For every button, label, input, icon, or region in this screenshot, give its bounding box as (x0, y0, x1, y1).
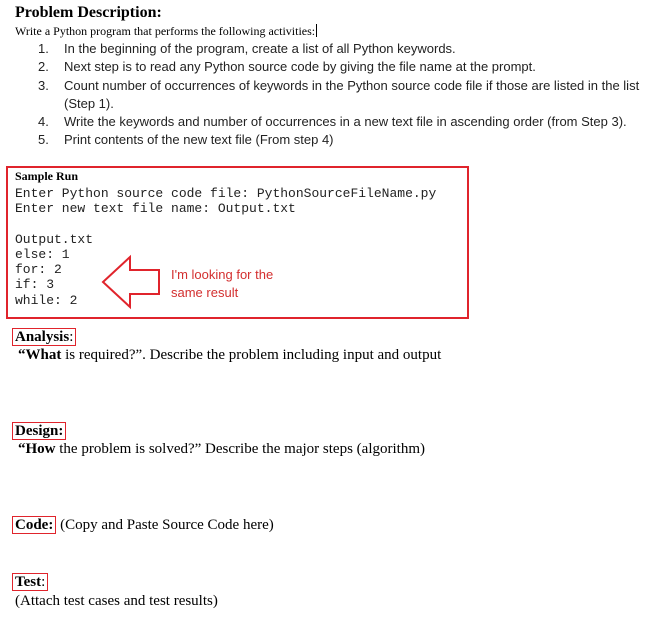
sample-line: Enter new text file name: Output.txt (15, 201, 296, 216)
analysis-heading (12, 328, 76, 346)
step-text: Next step is to read any Python source code by giving the file name at the prompt. (64, 59, 536, 75)
analysis-desc-bold: “What (18, 347, 62, 363)
sample-run-label: Sample Run (15, 169, 79, 183)
step-number: 3. (38, 77, 49, 93)
annotation-note (171, 266, 273, 302)
step-number: 5. (38, 132, 49, 148)
test-description: (Attach test cases and test results) (15, 593, 218, 609)
step-text: Print contents of the new text file (From step 4) (64, 132, 334, 148)
analysis-label-colon: : (69, 329, 74, 345)
analysis-description (18, 347, 441, 364)
step-text: Count number of occurrences of keywords in the Python source code file if those are listed in the list (Step 1). (64, 77, 640, 111)
design-desc-text: the problem is solved?” Describe the major steps (algorithm) (55, 441, 425, 457)
step-number: 2. (38, 59, 49, 75)
test-label-text: Test (15, 574, 42, 590)
sample-line: for: 2 (15, 262, 62, 277)
sample-line: else: 1 (15, 247, 70, 262)
analysis-label-text: Analysis (15, 329, 70, 345)
problem-title: Problem Description: (15, 4, 162, 21)
code-description: (Copy and Paste Source Code here) (56, 517, 274, 533)
step-item (38, 131, 653, 149)
design-description (18, 441, 425, 458)
sample-line: if: 3 (15, 277, 55, 292)
step-item (38, 113, 653, 131)
analysis-label (12, 328, 76, 346)
code-heading (12, 516, 274, 534)
step-number: 1. (38, 41, 49, 56)
problem-intro-text: Write a Python program that performs the following activities: (15, 24, 316, 38)
problem-intro (15, 24, 317, 39)
design-desc-bold: “How (18, 441, 56, 457)
test-heading (12, 573, 48, 591)
step-item (38, 40, 653, 58)
test-label (12, 573, 48, 591)
text-cursor (316, 24, 317, 37)
test-label-colon: : (41, 574, 46, 590)
step-item (38, 58, 653, 76)
sample-line: Enter Python source code file: PythonSourceFileName.py (15, 186, 437, 201)
step-text: Write the keywords and number of occurrences in a new text file in ascending order (from Step 3). (64, 114, 627, 130)
left-arrow-icon (100, 254, 162, 310)
design-heading (12, 422, 66, 440)
sample-line: while: 2 (15, 293, 78, 308)
step-item (38, 77, 653, 114)
sample-line: Output.txt (15, 232, 94, 247)
analysis-desc-text: is required?”. Describe the problem including input and output (61, 347, 442, 363)
step-number: 4. (38, 114, 49, 130)
note-line: I'm looking for the (171, 267, 274, 282)
steps-list (38, 40, 653, 150)
step-text: In the beginning of the program, create a list of all Python keywords. (64, 41, 456, 56)
design-label: Design: (12, 422, 66, 440)
note-line: same result (171, 285, 239, 300)
code-label: Code: (12, 516, 56, 534)
